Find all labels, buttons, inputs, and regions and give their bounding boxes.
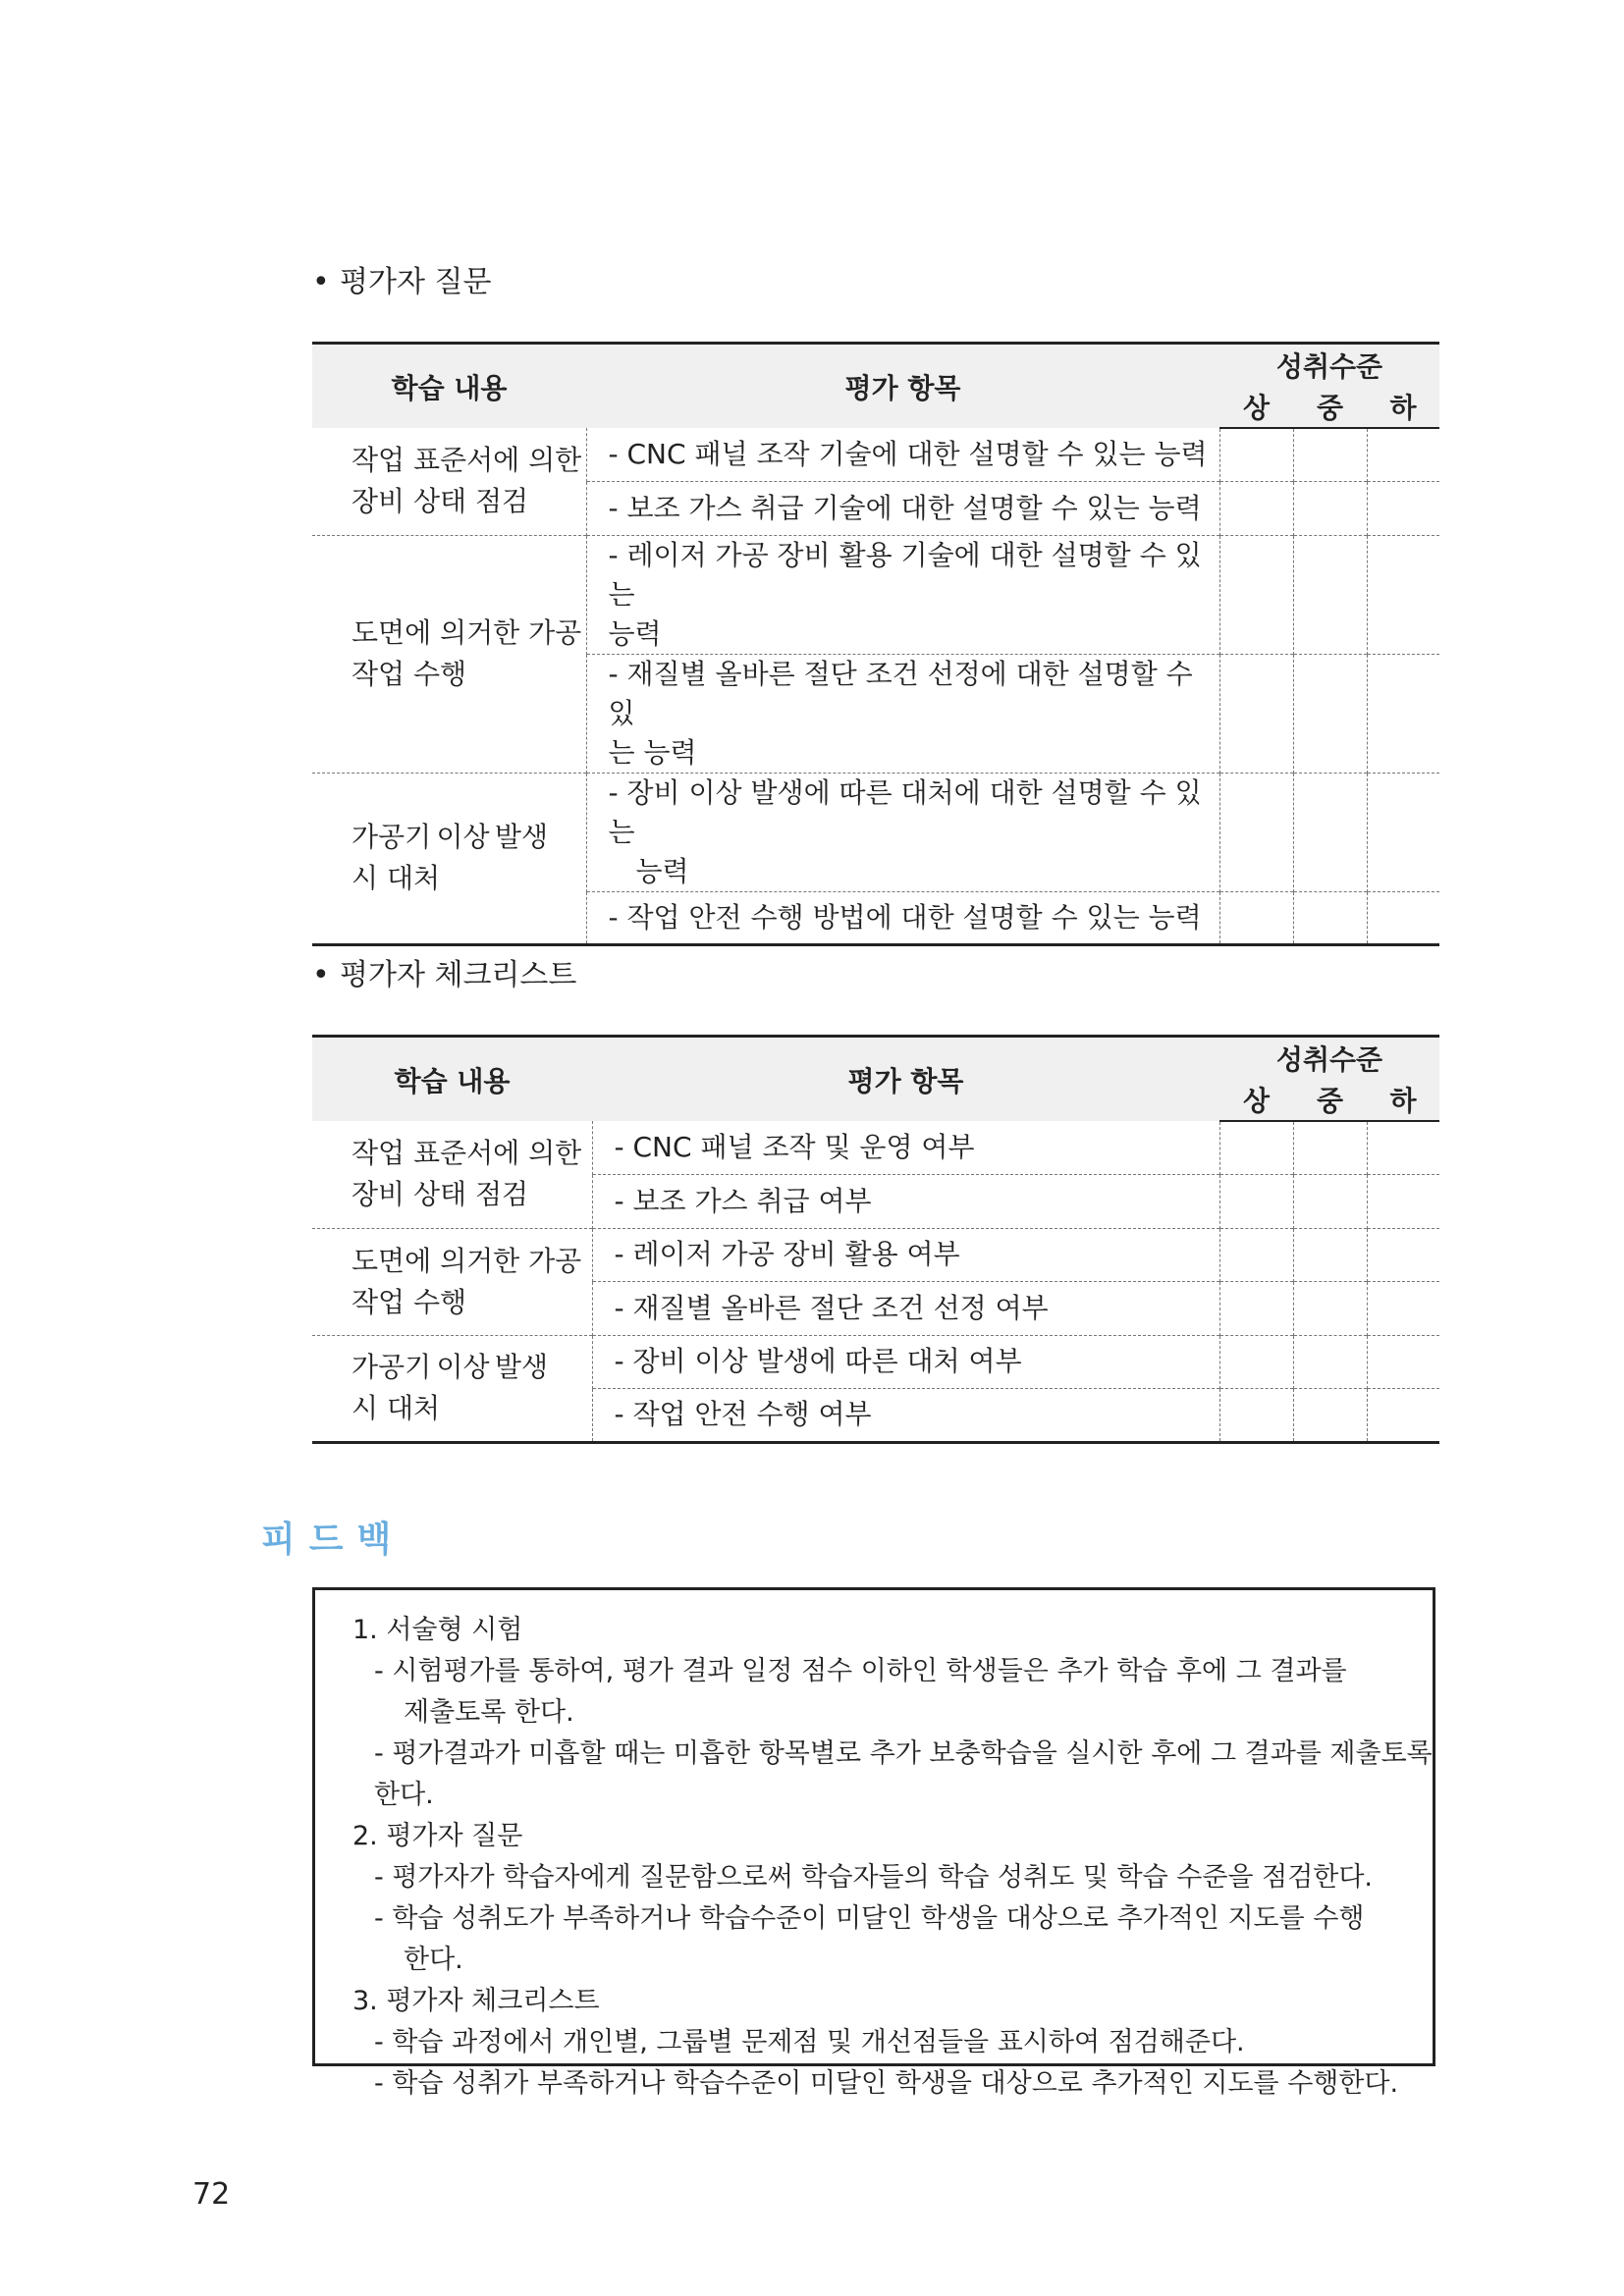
content-line: 도면에 의거한 가공 (352, 616, 582, 649)
item-line: - 장비 이상 발생에 따른 대처에 대한 설명할 수 있는 (608, 775, 1202, 848)
level-mid-cell[interactable] (1293, 1174, 1367, 1228)
level-mid-cell[interactable] (1293, 1228, 1367, 1281)
content-line: 작업 수행 (352, 1285, 467, 1318)
level-low-cell[interactable] (1367, 1121, 1439, 1174)
page-number: 72 (192, 2177, 231, 2212)
content-word: 가공기 (352, 1351, 432, 1383)
level-low-cell[interactable] (1367, 1228, 1439, 1281)
content-line: 작업 표준서에 의한 (352, 444, 582, 477)
level-mid-cell[interactable] (1293, 535, 1367, 654)
item-cell: - CNC 패널 조작 및 운영 여부 (592, 1121, 1219, 1174)
feedback-item-title: 2. 평가자 질문 (352, 1821, 523, 1851)
content-line (352, 817, 548, 858)
level-high-cell[interactable] (1219, 654, 1293, 773)
content-line: 작업 표준서에 의한 (352, 1137, 582, 1170)
header-content: 학습 내용 (312, 1037, 592, 1122)
item-cell (586, 654, 1219, 773)
level-low-cell[interactable] (1367, 654, 1439, 773)
item-cell: - 보조 가스 취급 기술에 대한 설명할 수 있는 능력 (586, 481, 1219, 535)
content-word: 발생 (494, 821, 548, 853)
level-mid-cell[interactable] (1293, 773, 1367, 891)
item-cell: - 작업 안전 수행 방법에 대한 설명할 수 있는 능력 (586, 891, 1219, 944)
content-line: 장비 상태 점검 (352, 1178, 529, 1211)
level-high-cell[interactable] (1219, 1228, 1293, 1281)
item-cell: - CNC 패널 조작 기술에 대한 설명할 수 있는 능력 (586, 428, 1219, 481)
level-high-cell[interactable] (1219, 1281, 1293, 1335)
level-mid-cell[interactable] (1293, 1121, 1367, 1174)
level-high-cell[interactable] (1219, 1174, 1293, 1228)
item-cell: - 레이저 가공 장비 활용 여부 (592, 1228, 1219, 1281)
level-mid-cell[interactable] (1293, 1335, 1367, 1388)
section-heading-questions (312, 257, 491, 300)
level-low-cell[interactable] (1367, 1388, 1439, 1442)
level-mid-cell[interactable] (1293, 1281, 1367, 1335)
feedback-sub-cont: 제출토록 한다. (404, 1697, 574, 1728)
level-low-cell[interactable] (1367, 481, 1439, 535)
content-word: 발생 (494, 1351, 548, 1383)
content-cell (312, 1228, 592, 1335)
feedback-item (352, 1816, 1433, 1981)
content-cell (312, 1335, 592, 1442)
content-line: 도면에 의거한 가공 (352, 1244, 582, 1277)
level-mid-cell[interactable] (1293, 654, 1367, 773)
content-line: 시 대처 (352, 862, 441, 894)
item-cell (586, 773, 1219, 891)
header-item: 평가 항목 (592, 1037, 1219, 1122)
header-low: 하 (1367, 386, 1439, 428)
level-high-cell[interactable] (1219, 891, 1293, 944)
content-line: 작업 수행 (352, 658, 467, 690)
content-cell (312, 428, 586, 535)
content-word: 가공기 (352, 821, 432, 853)
item-cell: - 보조 가스 취급 여부 (592, 1174, 1219, 1228)
level-low-cell[interactable] (1367, 891, 1439, 944)
header-achievement: 성취수준 (1219, 1037, 1439, 1080)
level-low-cell[interactable] (1367, 773, 1439, 891)
heading-text: 평가자 질문 (340, 265, 492, 299)
item-line: - 재질별 올바른 절단 조건 선정에 대한 설명할 수 있 (608, 657, 1193, 729)
level-low-cell[interactable] (1367, 535, 1439, 654)
item-line: 는 능력 (608, 735, 697, 769)
feedback-sub: - 학습 과정에서 개인별, 그룹별 문제점 및 개선점들을 표시하여 점검해준다. (374, 2027, 1245, 2057)
item-line: 능력 (608, 616, 662, 650)
bullet-icon: • (312, 265, 330, 299)
level-mid-cell[interactable] (1293, 428, 1367, 481)
header-item: 평가 항목 (586, 344, 1219, 429)
level-high-cell[interactable] (1219, 481, 1293, 535)
header-content: 학습 내용 (312, 344, 586, 429)
feedback-title: 피드백 (261, 1520, 406, 1560)
checklist-table (312, 1035, 1439, 1444)
item-cell: - 재질별 올바른 절단 조건 선정 여부 (592, 1281, 1219, 1335)
level-mid-cell[interactable] (1293, 481, 1367, 535)
content-cell (312, 773, 586, 944)
header-low: 하 (1367, 1079, 1439, 1121)
item-line: - 레이저 가공 장비 활용 기술에 대한 설명할 수 있는 (608, 538, 1202, 611)
feedback-sub-cont: 한다. (404, 1945, 463, 1975)
header-achievement: 성취수준 (1219, 344, 1439, 387)
feedback-sub: - 시험평가를 통하여, 평가 결과 일정 점수 이하인 학생들은 추가 학습 후에 그 결과를 (374, 1656, 1347, 1686)
content-line (352, 1347, 548, 1388)
feedback-item (352, 1981, 1433, 2105)
feedback-item (352, 1610, 1433, 1816)
feedback-box (312, 1587, 1435, 2099)
level-high-cell[interactable] (1219, 1335, 1293, 1388)
level-low-cell[interactable] (1367, 428, 1439, 481)
header-mid: 중 (1293, 386, 1367, 428)
content-word: 이상 (436, 821, 490, 853)
level-low-cell[interactable] (1367, 1335, 1439, 1388)
content-line: 시 대처 (352, 1392, 441, 1424)
item-cell: - 작업 안전 수행 여부 (592, 1388, 1219, 1442)
content-cell (312, 535, 586, 773)
questions-table (312, 342, 1439, 946)
header-high: 상 (1219, 1079, 1293, 1121)
feedback-item-title: 1. 서술형 시험 (352, 1615, 523, 1645)
content-word: 이상 (436, 1351, 490, 1383)
section-heading-checklist (312, 950, 576, 993)
level-mid-cell[interactable] (1293, 1388, 1367, 1442)
level-high-cell[interactable] (1219, 1121, 1293, 1174)
feedback-sub: - 학습 성취도가 부족하거나 학습수준이 미달인 학생을 대상으로 추가적인 지도를 수행 (374, 1903, 1365, 1934)
header-high: 상 (1219, 386, 1293, 428)
content-line: 장비 상태 점검 (352, 485, 529, 518)
heading-text: 평가자 체크리스트 (340, 958, 577, 992)
level-low-cell[interactable] (1367, 1281, 1439, 1335)
level-high-cell[interactable] (1219, 428, 1293, 481)
content-cell (312, 1121, 592, 1228)
feedback-sub: - 평가결과가 미흡할 때는 미흡한 항목별로 추가 보충학습을 실시한 후에 그 결과를 제출토록 한다. (374, 1738, 1433, 1810)
feedback-sub: - 학습 성취가 부족하거나 학습수준이 미달인 학생을 대상으로 추가적인 지도를 수행한다. (374, 2068, 1399, 2099)
bullet-icon: • (312, 958, 330, 992)
item-cell (586, 535, 1219, 654)
level-high-cell[interactable] (1219, 1388, 1293, 1442)
header-mid: 중 (1293, 1079, 1367, 1121)
level-high-cell[interactable] (1219, 773, 1293, 891)
level-high-cell[interactable] (1219, 535, 1293, 654)
feedback-item-title: 3. 평가자 체크리스트 (352, 1986, 600, 2016)
item-line: 능력 (635, 854, 689, 887)
item-cell: - 장비 이상 발생에 따른 대처 여부 (592, 1335, 1219, 1388)
level-mid-cell[interactable] (1293, 891, 1367, 944)
feedback-sub: - 평가자가 학습자에게 질문함으로써 학습자들의 학습 성취도 및 학습 수준을 점검한다. (374, 1862, 1374, 1893)
level-low-cell[interactable] (1367, 1174, 1439, 1228)
